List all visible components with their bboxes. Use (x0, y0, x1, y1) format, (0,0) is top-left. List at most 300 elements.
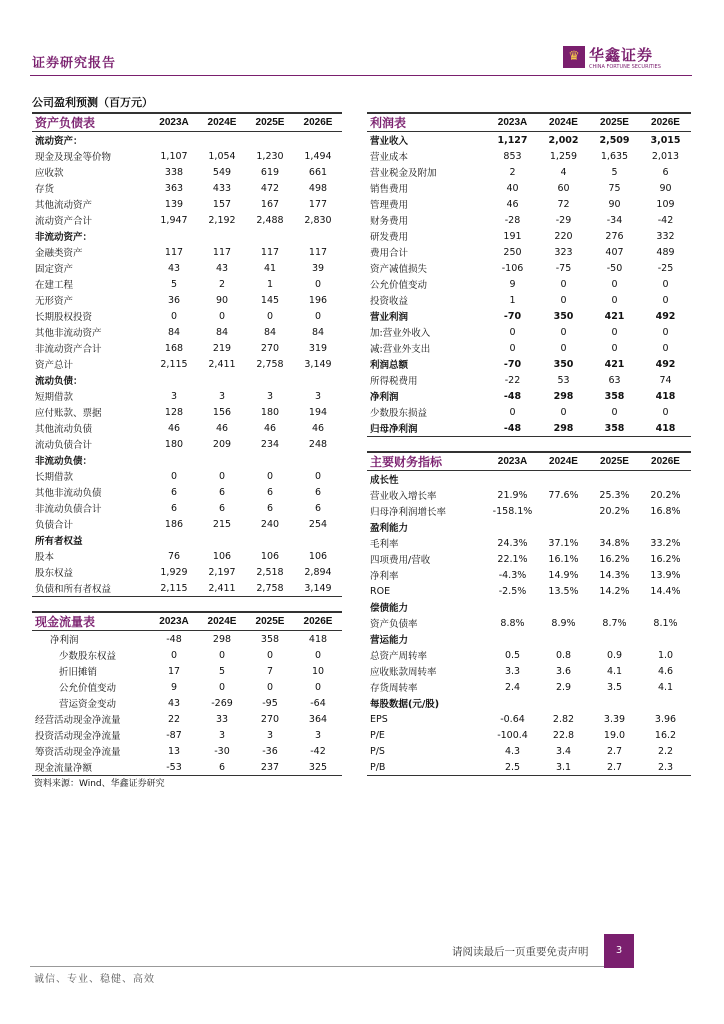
row-label: 长期股权投资 (35, 312, 93, 323)
cell-value (640, 631, 691, 647)
table-row (367, 503, 691, 519)
row-label: 每股数据(元/股) (370, 699, 440, 710)
cell-value: 1,230 (256, 150, 284, 162)
cell-value: 8.9% (551, 617, 576, 629)
row-label: 非流动负债： (35, 456, 93, 467)
logo-mark-icon: ♛ (563, 46, 585, 68)
table-section-row (32, 452, 342, 468)
table-row (367, 308, 691, 324)
cell-value: 13.9% (650, 569, 681, 581)
row-label: 管理费用 (370, 200, 409, 211)
cell-value: 248 (308, 438, 328, 450)
row-label: 归母净利润 (370, 424, 418, 435)
cell-value: 219 (212, 342, 232, 354)
table-section-row (32, 372, 342, 388)
cell-value: 363 (164, 182, 184, 194)
row-label: 流动负债： (35, 376, 83, 387)
cell-value: 22.8 (552, 729, 575, 741)
cell-value: 0 (218, 470, 226, 482)
table-row (32, 580, 342, 597)
cell-value: 3,149 (304, 358, 332, 370)
row-label: 营业成本 (370, 152, 409, 163)
row-label: 销售费用 (370, 184, 409, 195)
cell-value: 298 (212, 633, 232, 645)
cell-value: 6 (266, 486, 274, 498)
cell-value: 6 (266, 502, 274, 514)
table-row (32, 420, 342, 436)
cell-value: 180 (260, 406, 280, 418)
cell-value: -29 (555, 214, 572, 226)
cell-value: 0 (218, 649, 226, 661)
cell-value (538, 519, 589, 535)
row-label: 在建工程 (35, 280, 74, 291)
cell-value: 0 (611, 342, 618, 354)
cell-value (294, 372, 342, 388)
cell-value: 3 (266, 390, 274, 402)
cell-value: 90 (659, 182, 672, 194)
table-header-row (367, 113, 691, 132)
cell-value: 77.6% (548, 489, 579, 501)
cell-value: 2.3 (657, 761, 674, 773)
cell-value: 418 (655, 390, 676, 402)
cell-value: 1 (509, 294, 516, 306)
table-row (367, 583, 691, 599)
cell-value: 3,149 (304, 582, 332, 594)
cell-value: -48 (503, 422, 522, 434)
row-label: 固定资产 (35, 264, 74, 275)
row-label: P/S (370, 745, 385, 757)
section-title: 公司盈利预测（百万元） (32, 96, 153, 109)
cell-value: 0 (662, 294, 669, 306)
table-row (32, 468, 342, 484)
table-row (32, 388, 342, 404)
row-label: 加:营业外收入 (370, 328, 431, 339)
table-row (367, 404, 691, 420)
row-label: 短期借款 (35, 392, 74, 403)
table-title: 现金流量表 (35, 615, 96, 629)
table-section-row (367, 599, 691, 615)
cell-value (538, 599, 589, 615)
table-row (367, 260, 691, 276)
cell-value (246, 452, 294, 468)
table-row (32, 324, 342, 340)
cell-value: 84 (215, 326, 229, 338)
row-label: 净利润 (50, 635, 79, 646)
cell-value (246, 532, 294, 548)
row-label: 负债和所有者权益 (35, 584, 112, 595)
table-row (32, 404, 342, 420)
table-header-row (32, 113, 342, 132)
table-row (367, 244, 691, 260)
cell-value: 106 (212, 550, 232, 562)
table-row (367, 276, 691, 292)
cell-value (589, 471, 640, 488)
cell-value (538, 503, 589, 519)
table-row (32, 436, 342, 452)
cell-value: 9 (509, 278, 516, 290)
cell-value: 0 (560, 326, 567, 338)
cell-value: 117 (212, 246, 232, 258)
cell-value: 0 (560, 342, 567, 354)
cell-value: 4 (560, 166, 567, 178)
row-label: 非流动资产合计 (35, 344, 102, 355)
cell-value: 75 (608, 182, 621, 194)
cell-value: 0 (509, 406, 516, 418)
cell-value: -75 (555, 262, 572, 274)
row-label: 营业收入 (370, 136, 409, 147)
balance-sheet-table (32, 112, 342, 597)
table-row (367, 196, 691, 212)
table-section-row (32, 532, 342, 548)
footer-slogan: 诚信、专业、稳健、高效 (34, 974, 155, 985)
table-header-row (32, 612, 342, 631)
table-row (32, 484, 342, 500)
cell-value: 492 (655, 358, 676, 370)
table-row (32, 340, 342, 356)
cell-value: 156 (212, 406, 232, 418)
cell-value: 9 (170, 681, 178, 693)
cell-value (198, 132, 246, 149)
cell-value: 16.1% (548, 553, 579, 565)
cell-value (246, 228, 294, 244)
cell-value: 0 (611, 326, 618, 338)
table-row (32, 212, 342, 228)
cell-value: 46 (506, 198, 519, 210)
cell-value: 276 (605, 230, 624, 242)
cell-value: 2,411 (208, 358, 236, 370)
year-header: 2026E (651, 456, 680, 467)
cell-value: 90 (608, 198, 621, 210)
year-header: 2025E (600, 117, 629, 128)
cell-value: 1 (266, 278, 274, 290)
year-header: 2026E (651, 117, 680, 128)
cell-value: 661 (308, 166, 328, 178)
cell-value: 6 (314, 502, 322, 514)
cell-value: 3,015 (650, 134, 681, 146)
cell-value: 2 (218, 278, 226, 290)
cell-value: 2,758 (256, 358, 284, 370)
cell-value: 0.8 (555, 649, 572, 661)
cell-value (294, 228, 342, 244)
cell-value (294, 452, 342, 468)
cell-value: 3 (218, 729, 226, 741)
cell-value: -42 (657, 214, 674, 226)
table-row (32, 500, 342, 516)
cell-value (487, 519, 538, 535)
cell-value: 3 (314, 390, 322, 402)
cell-value: 2,894 (304, 566, 332, 578)
cell-value: 1,107 (160, 150, 188, 162)
cell-value (294, 132, 342, 149)
cell-value: 254 (308, 518, 328, 530)
cell-value: 20.2% (650, 489, 681, 501)
cell-value: 0 (218, 310, 226, 322)
cell-value (538, 471, 589, 488)
cell-value: 0 (266, 681, 274, 693)
cell-value: 8.8% (500, 617, 525, 629)
cell-value: 53 (557, 374, 570, 386)
income-statement-table (367, 112, 691, 437)
cell-value: 63 (608, 374, 621, 386)
cell-value (538, 695, 589, 711)
row-label: 流动资产合计 (35, 216, 93, 227)
logo-name-cn: 华鑫证券 (589, 46, 654, 64)
cell-value: 2.9 (555, 681, 572, 693)
cell-value: 39 (311, 262, 325, 274)
cell-value (150, 132, 198, 149)
page-number: 3 (604, 934, 634, 968)
cell-value: 8.7% (602, 617, 627, 629)
cell-value: 74 (659, 374, 672, 386)
cell-value (198, 372, 246, 388)
table-row (367, 164, 691, 180)
row-label: 股本 (35, 552, 55, 563)
cell-value: 5 (218, 665, 226, 677)
cell-value: 10 (311, 665, 325, 677)
row-label: P/B (370, 761, 386, 773)
cell-value: 4.6 (657, 665, 674, 677)
row-label: 应收账款周转率 (370, 667, 437, 678)
cell-value: 139 (164, 198, 184, 210)
cell-value: -25 (657, 262, 674, 274)
cell-value: 0 (266, 310, 274, 322)
cell-value: 3.5 (606, 681, 623, 693)
row-label: 利润总额 (370, 360, 409, 371)
table-section-row (367, 631, 691, 647)
cell-value: 3.3 (504, 665, 521, 677)
table-row (367, 180, 691, 196)
table-row (367, 228, 691, 244)
cell-value: 2.2 (657, 745, 674, 757)
cell-value (487, 471, 538, 488)
table-row (367, 663, 691, 679)
table-row (367, 535, 691, 551)
cell-value: 358 (604, 390, 625, 402)
cell-value: 46 (167, 422, 181, 434)
cell-value: 46 (263, 422, 277, 434)
cell-value (150, 372, 198, 388)
table-row (367, 340, 691, 356)
cell-value: 234 (260, 438, 280, 450)
table-row (32, 356, 342, 372)
row-label: 应收款 (35, 168, 64, 179)
row-label: 投资收益 (370, 296, 409, 307)
table-header-row (367, 452, 691, 471)
cell-value (640, 695, 691, 711)
cell-value: 1,947 (160, 214, 188, 226)
cell-value (538, 631, 589, 647)
year-header: 2023A (159, 117, 189, 128)
disclaimer-link[interactable]: 请阅读最后一页重要免责声明 (452, 946, 589, 958)
cell-value: 350 (553, 310, 574, 322)
table-row (367, 388, 691, 404)
financial-indicators-table (367, 451, 691, 776)
cell-value: 186 (164, 518, 184, 530)
row-label: 股东权益 (35, 568, 74, 579)
cell-value (640, 519, 691, 535)
row-label: 净利率 (370, 571, 399, 582)
cell-value: 319 (308, 342, 328, 354)
row-label: 非流动负债合计 (35, 504, 102, 515)
cell-value: 40 (506, 182, 519, 194)
table-section-row (367, 471, 691, 488)
row-label: EPS (370, 713, 388, 725)
cell-value: 84 (311, 326, 325, 338)
cell-value: -100.4 (497, 729, 528, 741)
row-label: 偿债能力 (370, 603, 409, 614)
row-label: 金融类资产 (35, 248, 83, 259)
cell-value: 46 (311, 422, 325, 434)
cell-value (589, 631, 640, 647)
cell-value: 6 (170, 486, 178, 498)
table-row (32, 663, 342, 679)
cell-value: 270 (260, 342, 280, 354)
table-row (367, 212, 691, 228)
row-label: 投资活动现金净流量 (35, 731, 121, 742)
cell-value: 106 (308, 550, 328, 562)
company-logo (563, 44, 683, 74)
cash-flow-table (32, 611, 342, 776)
cell-value: -42 (310, 745, 326, 757)
year-header: 2024E (207, 616, 237, 627)
cell-value: 109 (656, 198, 675, 210)
cell-value: 498 (308, 182, 328, 194)
row-label: 流动资产： (35, 136, 83, 147)
cell-value: 7 (266, 665, 274, 677)
cell-value: 853 (503, 150, 522, 162)
cell-value: 323 (554, 246, 573, 258)
cell-value: 2,115 (160, 582, 188, 594)
cell-value: 407 (605, 246, 624, 258)
cell-value: 5 (170, 278, 178, 290)
cell-value: 6 (218, 761, 226, 773)
year-header: 2025E (600, 456, 629, 467)
cell-value: 14.9% (548, 569, 579, 581)
row-label: 非流动资产： (35, 232, 93, 243)
cell-value: 1,127 (497, 134, 528, 146)
cell-value: 14.3% (599, 569, 630, 581)
table-row (367, 148, 691, 164)
year-header: 2024E (207, 117, 237, 128)
footer-divider (30, 966, 604, 967)
cell-value: -0.64 (500, 713, 525, 725)
table-row (367, 615, 691, 631)
cell-value: 19.0 (603, 729, 626, 741)
cell-value: -48 (503, 390, 522, 402)
row-label: 公允价值变动 (59, 683, 117, 694)
cell-value: -95 (262, 697, 278, 709)
cell-value: 489 (656, 246, 675, 258)
cell-value (640, 599, 691, 615)
cell-value: 157 (212, 198, 232, 210)
cell-value: 16.2% (650, 553, 681, 565)
cell-value: 270 (260, 713, 280, 725)
table-title: 主要财务指标 (370, 455, 443, 469)
cell-value (589, 695, 640, 711)
cell-value: 106 (260, 550, 280, 562)
table-row (32, 516, 342, 532)
cell-value: 2,509 (599, 134, 630, 146)
cell-value: 364 (308, 713, 328, 725)
cell-value: 0 (314, 278, 322, 290)
cell-value: 117 (260, 246, 280, 258)
cell-value: 36 (167, 294, 181, 306)
cell-value: 2.5 (504, 761, 521, 773)
cell-value: 0 (560, 294, 567, 306)
table-row (367, 647, 691, 663)
row-label: 四项费用/营收 (370, 555, 431, 566)
cell-value: 0.5 (504, 649, 521, 661)
cell-value: 180 (164, 438, 184, 450)
cell-value: -70 (503, 310, 522, 322)
cell-value: 37.1% (548, 537, 579, 549)
cell-value: 3.96 (654, 713, 677, 725)
row-label: 现金流量净额 (35, 763, 93, 774)
cell-value: 240 (260, 518, 280, 530)
row-label: 存货周转率 (370, 683, 418, 694)
cell-value: 3.1 (555, 761, 572, 773)
row-label: 筹资活动现金净流量 (35, 747, 121, 758)
table-row (32, 244, 342, 260)
cell-value: 24.3% (497, 537, 528, 549)
cell-value (150, 532, 198, 548)
cell-value: -36 (262, 745, 278, 757)
cell-value: 6 (218, 502, 226, 514)
cell-value: 418 (655, 422, 676, 434)
table-row (367, 727, 691, 743)
cell-value: 191 (503, 230, 522, 242)
year-header: 2026E (303, 616, 333, 627)
cell-value: 418 (308, 633, 328, 645)
cell-value: 2,013 (651, 150, 680, 162)
cell-value: 1,259 (549, 150, 578, 162)
cell-value: 43 (215, 262, 229, 274)
cell-value: 17 (167, 665, 181, 677)
cell-value: 0 (662, 406, 669, 418)
table-row (32, 743, 342, 759)
cell-value: 117 (164, 246, 184, 258)
row-label: 流动负债合计 (35, 440, 93, 451)
cell-value: 84 (167, 326, 181, 338)
row-label: 无形资产 (35, 296, 74, 307)
cell-value: 0 (266, 649, 274, 661)
row-label: 净利润 (370, 392, 399, 403)
cell-value: -158.1% (492, 505, 533, 517)
cell-value: -64 (310, 697, 326, 709)
year-header: 2023A (497, 456, 528, 467)
table-row (367, 487, 691, 503)
report-type-label: 证券研究报告 (32, 56, 117, 71)
cell-value: 3.39 (603, 713, 626, 725)
table-row (32, 196, 342, 212)
cell-value: 2,192 (208, 214, 236, 226)
table-row (32, 631, 342, 648)
row-label: 研发费用 (370, 232, 409, 243)
cell-value: 0 (611, 294, 618, 306)
cell-value: 72 (557, 198, 570, 210)
cell-value: 0 (611, 278, 618, 290)
table-row (32, 292, 342, 308)
cell-value: 1,494 (304, 150, 332, 162)
cell-value: 46 (215, 422, 229, 434)
row-label: 费用合计 (370, 248, 409, 259)
cell-value: 421 (604, 310, 625, 322)
row-label: 营业税金及附加 (370, 168, 437, 179)
cell-value: 33 (215, 713, 229, 725)
table-row (32, 180, 342, 196)
cell-value: 16.8% (650, 505, 681, 517)
cell-value: 3 (170, 390, 178, 402)
